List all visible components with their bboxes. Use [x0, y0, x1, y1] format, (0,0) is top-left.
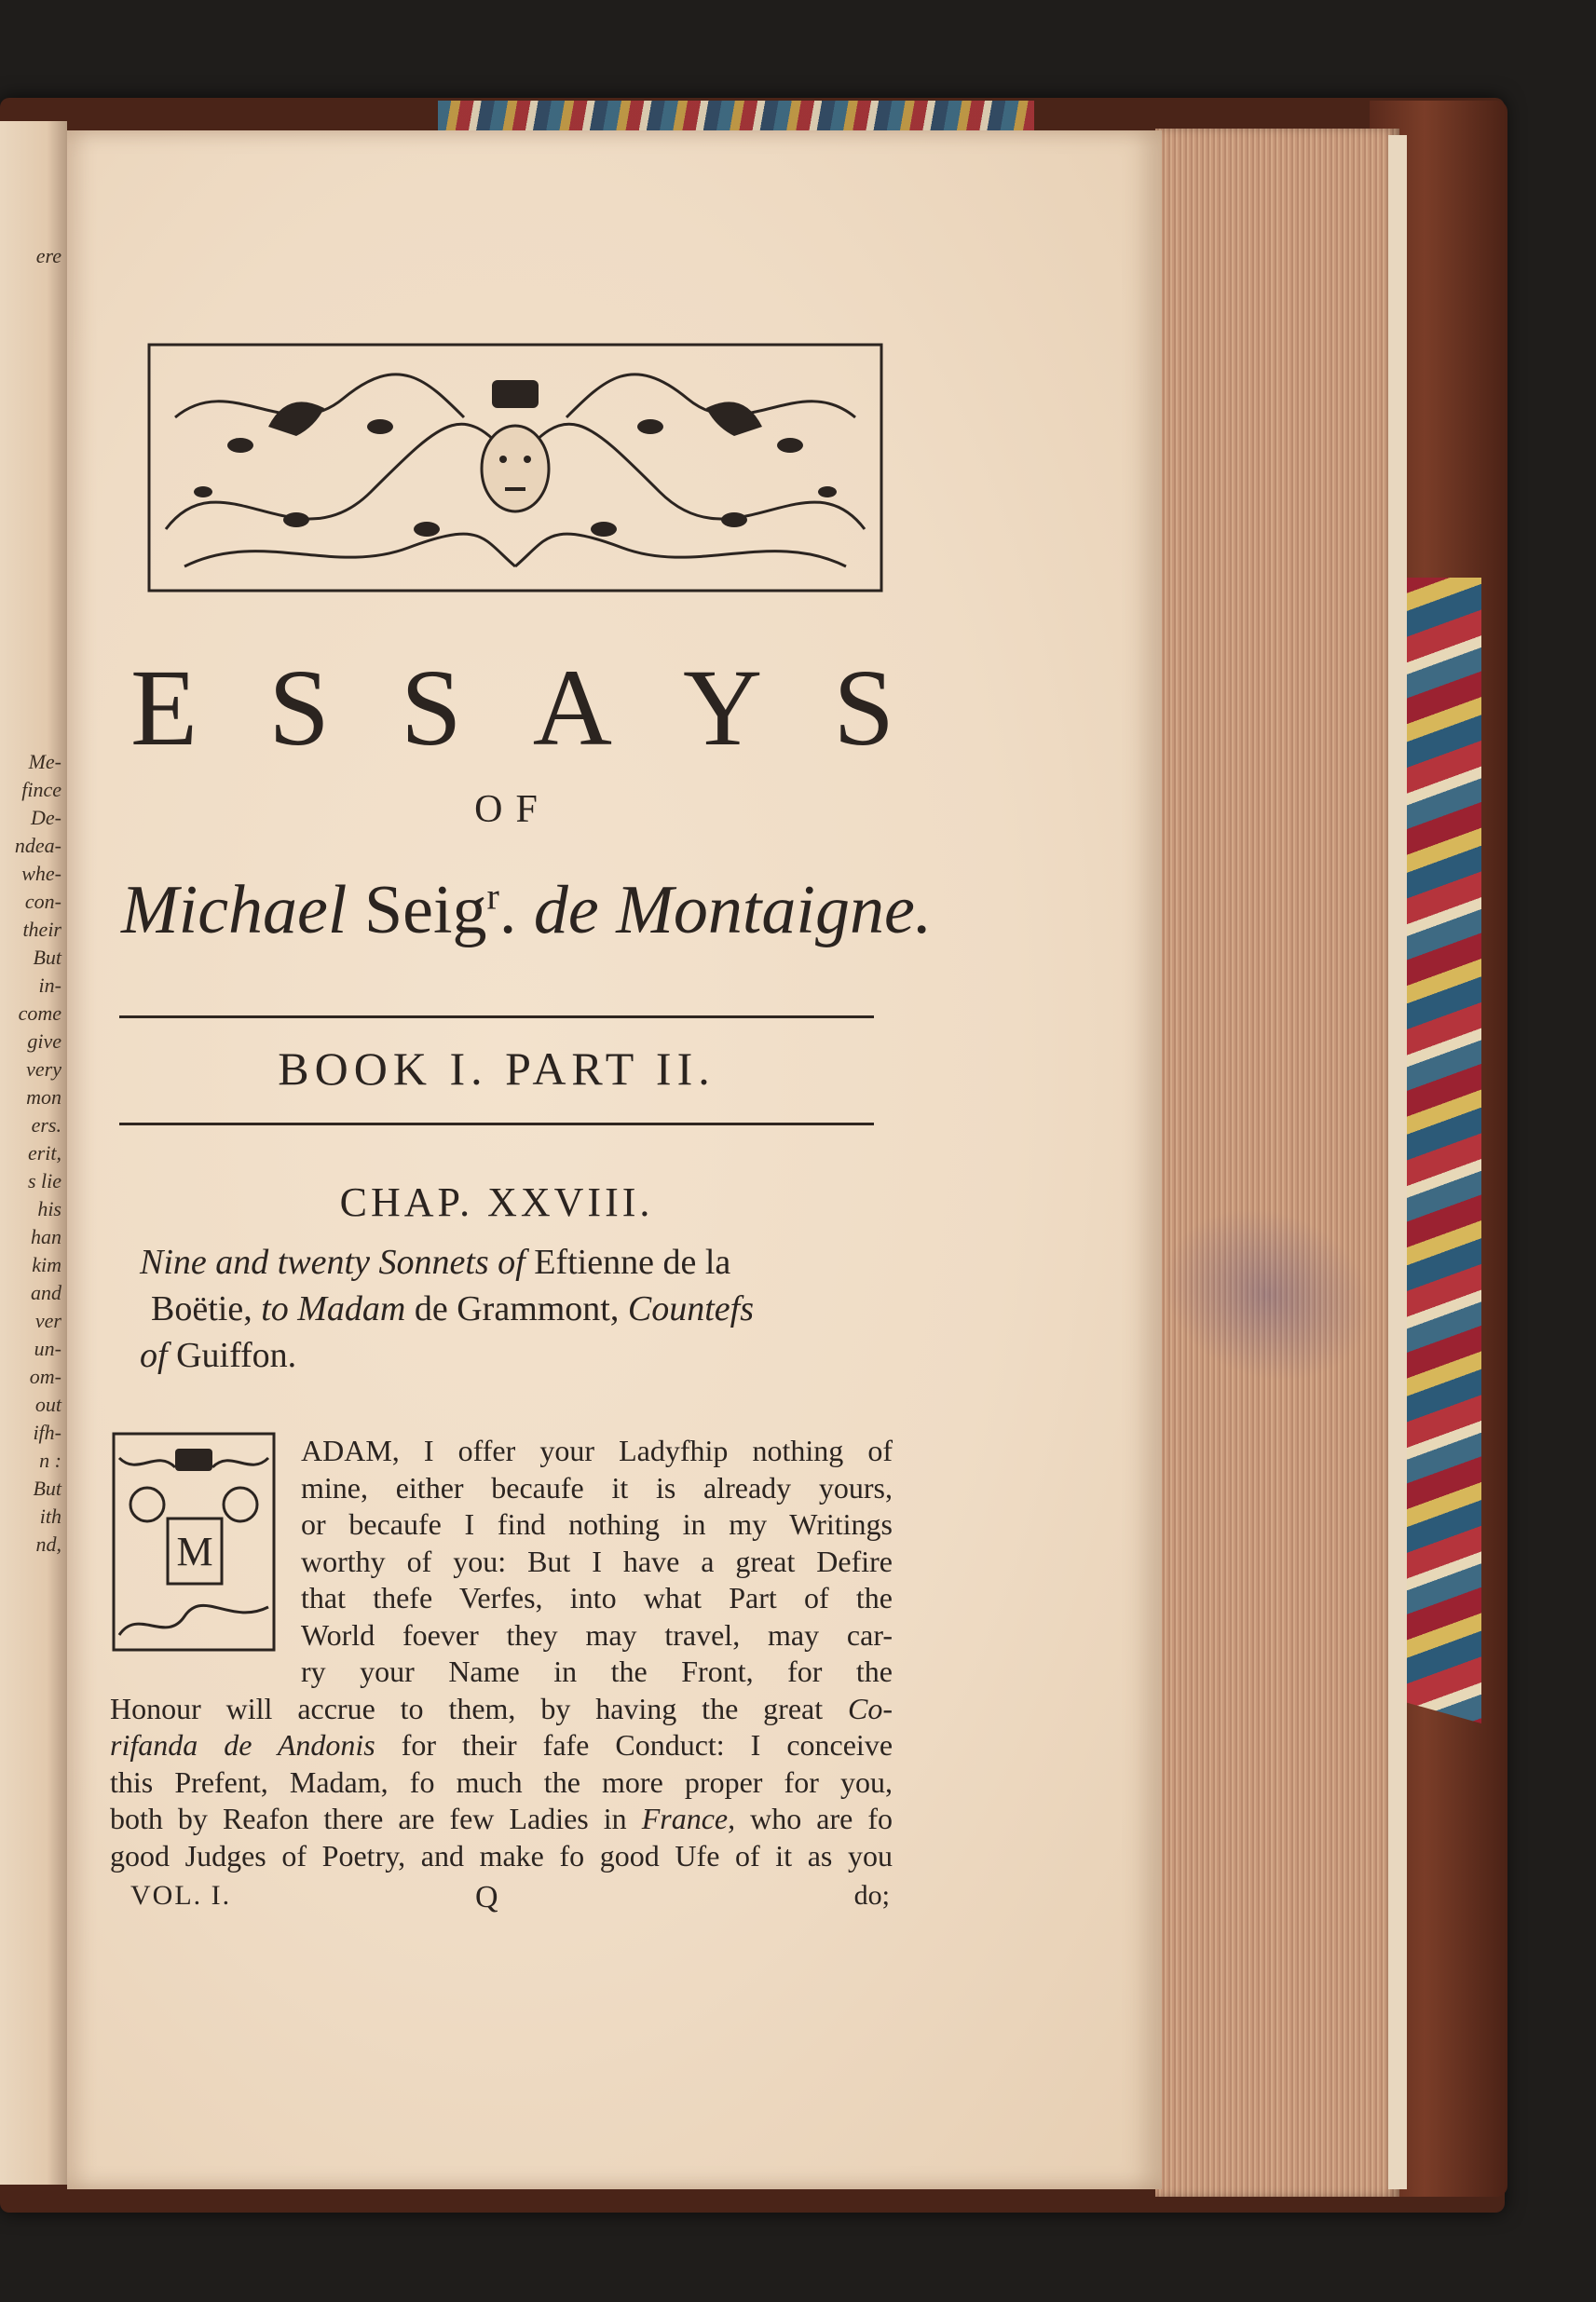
title-letter: Y — [683, 647, 763, 769]
left-page-word: in- — [38, 974, 61, 997]
page-footer — [130, 1880, 890, 1921]
body-text — [110, 1433, 893, 1874]
left-page-text — [0, 121, 67, 2185]
left-page-word: ver — [34, 1309, 61, 1332]
left-page-word: ndea- — [14, 834, 61, 857]
body-line-7: ry your Name in the Front, for the — [301, 1655, 893, 1688]
left-page-word: s lie — [27, 1169, 61, 1192]
body-line-2: mine, either becaufe it is already yours, — [301, 1470, 893, 1505]
signature-mark: VOL. I. — [130, 1880, 232, 1911]
left-page-word: ifh- — [33, 1421, 61, 1444]
left-page-sliver — [0, 121, 67, 2185]
body-line-8: Honour will accrue to them, by having the great Co- — [110, 1691, 893, 1725]
author-line — [121, 871, 933, 950]
top-rule — [119, 1015, 874, 1018]
left-page-word: But — [33, 1477, 61, 1500]
left-page-word: un- — [34, 1337, 61, 1360]
body-line-9: rifanda de Andonis for their fafe Conduct: I conceive — [110, 1728, 893, 1762]
chapter-subtitle — [140, 1239, 885, 1379]
left-page-word: om- — [29, 1365, 61, 1388]
body-line-5: that thefe Verfes, into what Part of the — [301, 1581, 893, 1614]
headpiece-ornament — [147, 343, 883, 593]
essays-title — [130, 643, 894, 773]
author-first-name: Michael — [121, 872, 348, 948]
body-line-3: or becaufe I find nothing in my Writings — [301, 1507, 893, 1541]
left-page-word: give — [27, 1029, 61, 1053]
title-letter: A — [532, 647, 612, 769]
body-line-6: World foever they may travel, may car- — [301, 1617, 893, 1652]
title-letter: S — [268, 647, 330, 769]
catchword: do; — [853, 1880, 890, 1911]
subtitle-line-2: Boëtie, to Madam de Grammont, Countefs — [151, 1289, 754, 1328]
left-page-word: his — [37, 1197, 61, 1220]
of-line: OF — [474, 788, 551, 831]
left-page-word: But — [33, 946, 61, 969]
bottom-rule — [119, 1123, 874, 1125]
title-letter: S — [833, 647, 894, 769]
left-page-word: and — [31, 1281, 61, 1304]
title-letter: S — [400, 647, 462, 769]
left-page-word: han — [31, 1225, 61, 1248]
dropcap-letter: M — [176, 1529, 213, 1574]
left-page-word: n : — [39, 1449, 61, 1472]
left-page-word: ers. — [31, 1113, 61, 1137]
left-page-word: very — [26, 1057, 61, 1081]
left-page-word: come — [18, 1001, 61, 1025]
page-fore-edge — [1155, 129, 1399, 2197]
chapter-heading: CHAP. XXVIII. — [339, 1179, 654, 1225]
body-line-4: worthy of you: But I have a great Defire — [301, 1544, 893, 1578]
body-line-12: good Judges of Poetry, and make fo good Ufe of it as you — [110, 1838, 893, 1873]
body-line-1: ADAM, I offer your Ladyfhip nothing of — [301, 1434, 893, 1467]
left-page-word: whe- — [21, 862, 61, 885]
subtitle-line-3: of Guiffon. — [140, 1336, 297, 1375]
subtitle-line-1: Nine and twenty Sonnets of Eftienne de la — [140, 1243, 731, 1282]
body-line-11: both by Reafon there are few Ladies in France, who are fo — [110, 1802, 893, 1835]
gathering-mark: Q — [475, 1880, 498, 1914]
body-line-10: this Prefent, Madam, fo much the more proper for you, — [110, 1764, 893, 1799]
left-page-word: kim — [32, 1253, 61, 1276]
title-letter: E — [130, 647, 198, 769]
left-page-word: ere — [35, 244, 61, 267]
book-part-heading: BOOK I. PART II. — [278, 1042, 716, 1095]
author-surname: de Montaigne. — [533, 872, 933, 948]
left-page-word: nd, — [35, 1532, 61, 1556]
author-seig: Seig$^r$. — [363, 872, 517, 948]
left-page-word: De- — [31, 806, 61, 829]
left-page-word: ith — [39, 1505, 61, 1528]
page-edge-highlight — [1388, 135, 1407, 2189]
left-page-word: fince — [21, 778, 61, 801]
left-page-word: con- — [24, 890, 61, 913]
left-page-word: mon — [26, 1085, 61, 1109]
left-page-word: out — [34, 1393, 61, 1416]
left-page-word: erit, — [27, 1141, 61, 1165]
left-page-word: Me- — [28, 750, 61, 773]
left-page-word: their — [22, 918, 61, 941]
